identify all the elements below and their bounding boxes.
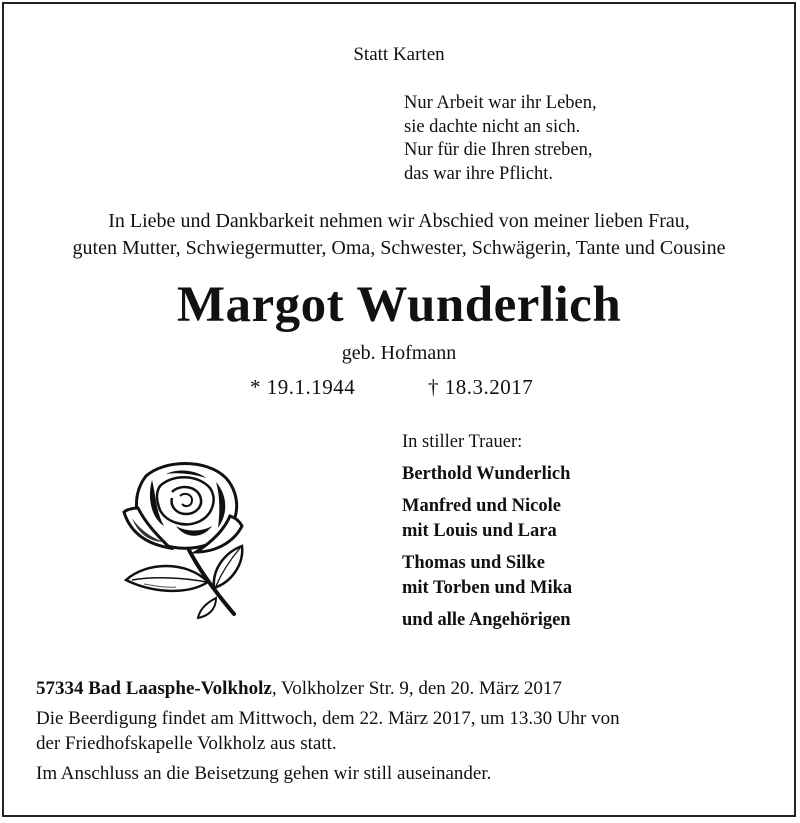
mourner-name: mit Louis und Lara bbox=[402, 521, 557, 541]
mourner-name: Berthold Wunderlich bbox=[402, 464, 571, 484]
notice-heading: Statt Karten bbox=[353, 44, 445, 65]
intro-line: In Liebe und Dankbarkeit nehmen wir Abschied von meiner lieben Frau, bbox=[108, 210, 690, 232]
mourners-list bbox=[402, 432, 572, 640]
farewell-intro bbox=[4, 208, 794, 262]
poem-line: Nur Arbeit war ihr Leben, bbox=[404, 93, 597, 113]
address-street-date: , Volkholzer Str. 9, den 20. März 2017 bbox=[271, 678, 562, 699]
maiden-name: geb. Hofmann bbox=[341, 342, 457, 364]
death-date: † 18.3.2017 bbox=[428, 375, 534, 399]
mourner-name: Thomas und Silke bbox=[402, 553, 545, 573]
obituary-notice bbox=[2, 2, 796, 817]
poem-line: sie dachte nicht an sich. bbox=[404, 116, 581, 137]
mourner-name: mit Torben und Mika bbox=[402, 578, 573, 598]
rose-icon bbox=[116, 456, 250, 621]
mourner-name: und alle Angehörigen bbox=[402, 610, 571, 630]
notice-footer bbox=[36, 676, 776, 791]
mourners-label: In stiller Trauer: bbox=[402, 432, 523, 452]
mourner-group bbox=[402, 608, 572, 633]
mourner-group bbox=[402, 551, 572, 601]
intro-line: guten Mutter, Schwiegermutter, Oma, Schwester, Schwägerin, Tante und Cousine bbox=[72, 237, 726, 259]
mourner-group bbox=[402, 462, 572, 487]
birth-date: * 19.1.1944 bbox=[250, 375, 356, 399]
closing-note: Im Anschluss an die Beisetzung gehen wir still auseinander. bbox=[36, 763, 492, 784]
mourner-group bbox=[402, 494, 572, 544]
funeral-info bbox=[36, 706, 776, 756]
funeral-line: der Friedhofskapelle Volkholz aus statt. bbox=[36, 733, 337, 754]
address-line bbox=[36, 676, 776, 701]
funeral-line: Die Beerdigung findet am Mittwoch, dem 22. März 2017, um 13.30 Uhr von bbox=[36, 708, 620, 729]
mourner-name: Manfred und Nicole bbox=[402, 496, 561, 516]
memorial-poem bbox=[404, 92, 597, 186]
poem-line: Nur für die Ihren streben, bbox=[404, 140, 593, 160]
deceased-name: Margot Wunderlich bbox=[176, 277, 622, 333]
poem-line: das war ihre Pflicht. bbox=[404, 163, 553, 184]
address-place: 57334 Bad Laasphe-Volkholz bbox=[36, 678, 272, 699]
